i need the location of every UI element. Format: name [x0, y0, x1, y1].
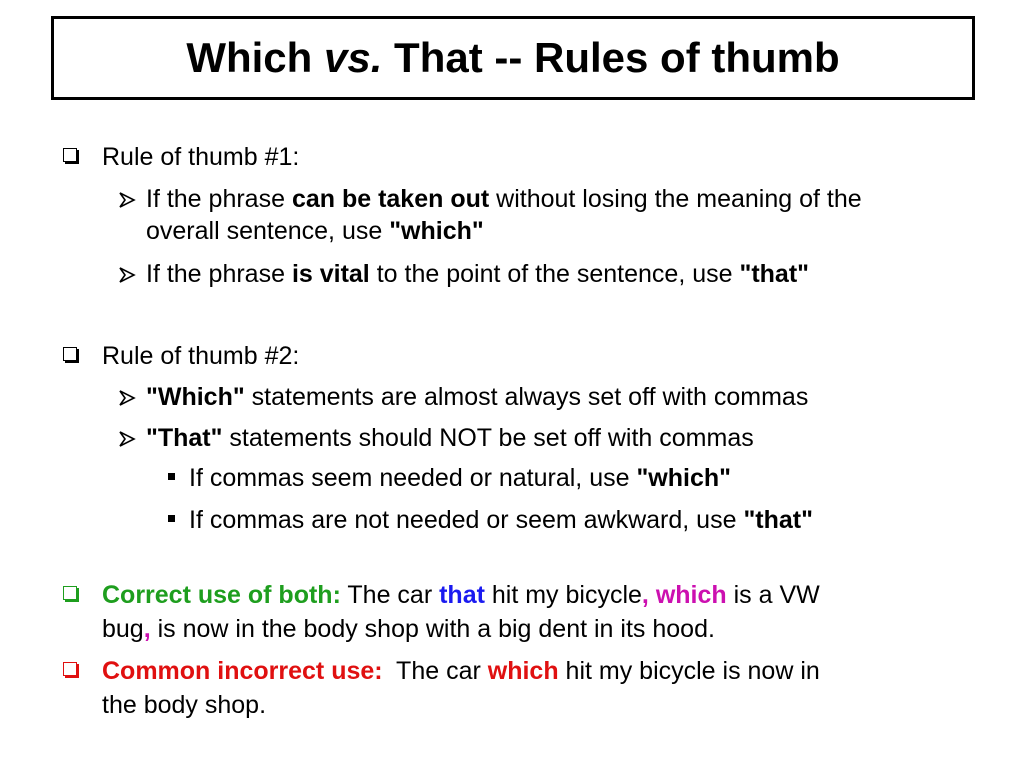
slide-title [186, 34, 840, 81]
rule2-heading: Rule of thumb #2: [102, 342, 300, 370]
highlight-comma: , [143, 615, 151, 643]
text-run: hit my bicycle [484, 581, 642, 609]
correct-use-label: Correct use of both: [102, 581, 341, 609]
incorrect-use-label: Common incorrect use: [102, 657, 383, 685]
checkbox-bullet-icon-red [63, 662, 77, 676]
arrow-bullet-icon [118, 430, 136, 448]
bold-run: "That" [146, 424, 223, 452]
text-run: without losing the meaning of the [489, 185, 862, 213]
highlight-which: which [487, 657, 559, 685]
incorrect-use-line1 [102, 656, 820, 686]
checkbox-bullet-icon [63, 347, 77, 361]
rule1-heading: Rule of thumb #1: [102, 143, 300, 171]
text-run: statements should NOT be set off with commas [222, 424, 754, 452]
bold-run: "that" [743, 506, 813, 534]
rule1-bullet2 [146, 259, 809, 289]
bold-run: "that" [739, 260, 809, 288]
rule2-bullet1 [146, 382, 808, 412]
bold-run: can be taken out [291, 185, 490, 213]
square-bullet-icon [168, 515, 175, 522]
bold-run: "which" [389, 217, 484, 245]
bold-run: "Which" [146, 383, 245, 411]
rule2-bullet2 [146, 423, 754, 453]
title-part-which: Which [186, 34, 324, 81]
incorrect-use-line2: the body shop. [102, 691, 267, 719]
text-run: The car [382, 657, 488, 685]
text-run: is a VW [726, 581, 820, 609]
highlight-comma: , [641, 581, 649, 609]
bold-run: is vital [291, 260, 370, 288]
correct-use-line2 [102, 614, 715, 644]
bold-run: "which" [636, 464, 731, 492]
arrow-bullet-icon [118, 389, 136, 407]
text-run: is now in the body shop with a big dent in its hood. [150, 615, 715, 643]
rule2-sub2 [189, 505, 813, 535]
text-run: If commas are not needed or seem awkward, use [189, 506, 744, 534]
checkbox-bullet-icon-green [63, 586, 77, 600]
arrow-bullet-icon [118, 266, 136, 284]
text-run: If the phrase [146, 185, 292, 213]
arrow-bullet-icon [118, 191, 136, 209]
text-run: If the phrase [146, 260, 292, 288]
title-part-vs: vs. [323, 34, 383, 81]
title-part-rest: That -- Rules of thumb [382, 34, 840, 81]
text-run: bug [102, 615, 144, 643]
highlight-which: which [648, 581, 727, 609]
highlight-that: that [439, 581, 485, 609]
rule1-bullet1-line1 [146, 184, 862, 214]
text-run: statements are almost always set off with commas [244, 383, 809, 411]
checkbox-bullet-icon [63, 148, 77, 162]
rule1-bullet1-line2 [146, 216, 484, 246]
text-run: The car [340, 581, 440, 609]
rule2-sub1 [189, 463, 731, 493]
text-run: If commas seem needed or natural, use [189, 464, 637, 492]
text-run: overall sentence, use [146, 217, 390, 245]
square-bullet-icon [168, 473, 175, 480]
slide-title-box [51, 16, 975, 100]
correct-use-line1 [102, 580, 820, 610]
text-run: to the point of the sentence, use [369, 260, 740, 288]
text-run: hit my bicycle is now in [558, 657, 820, 685]
